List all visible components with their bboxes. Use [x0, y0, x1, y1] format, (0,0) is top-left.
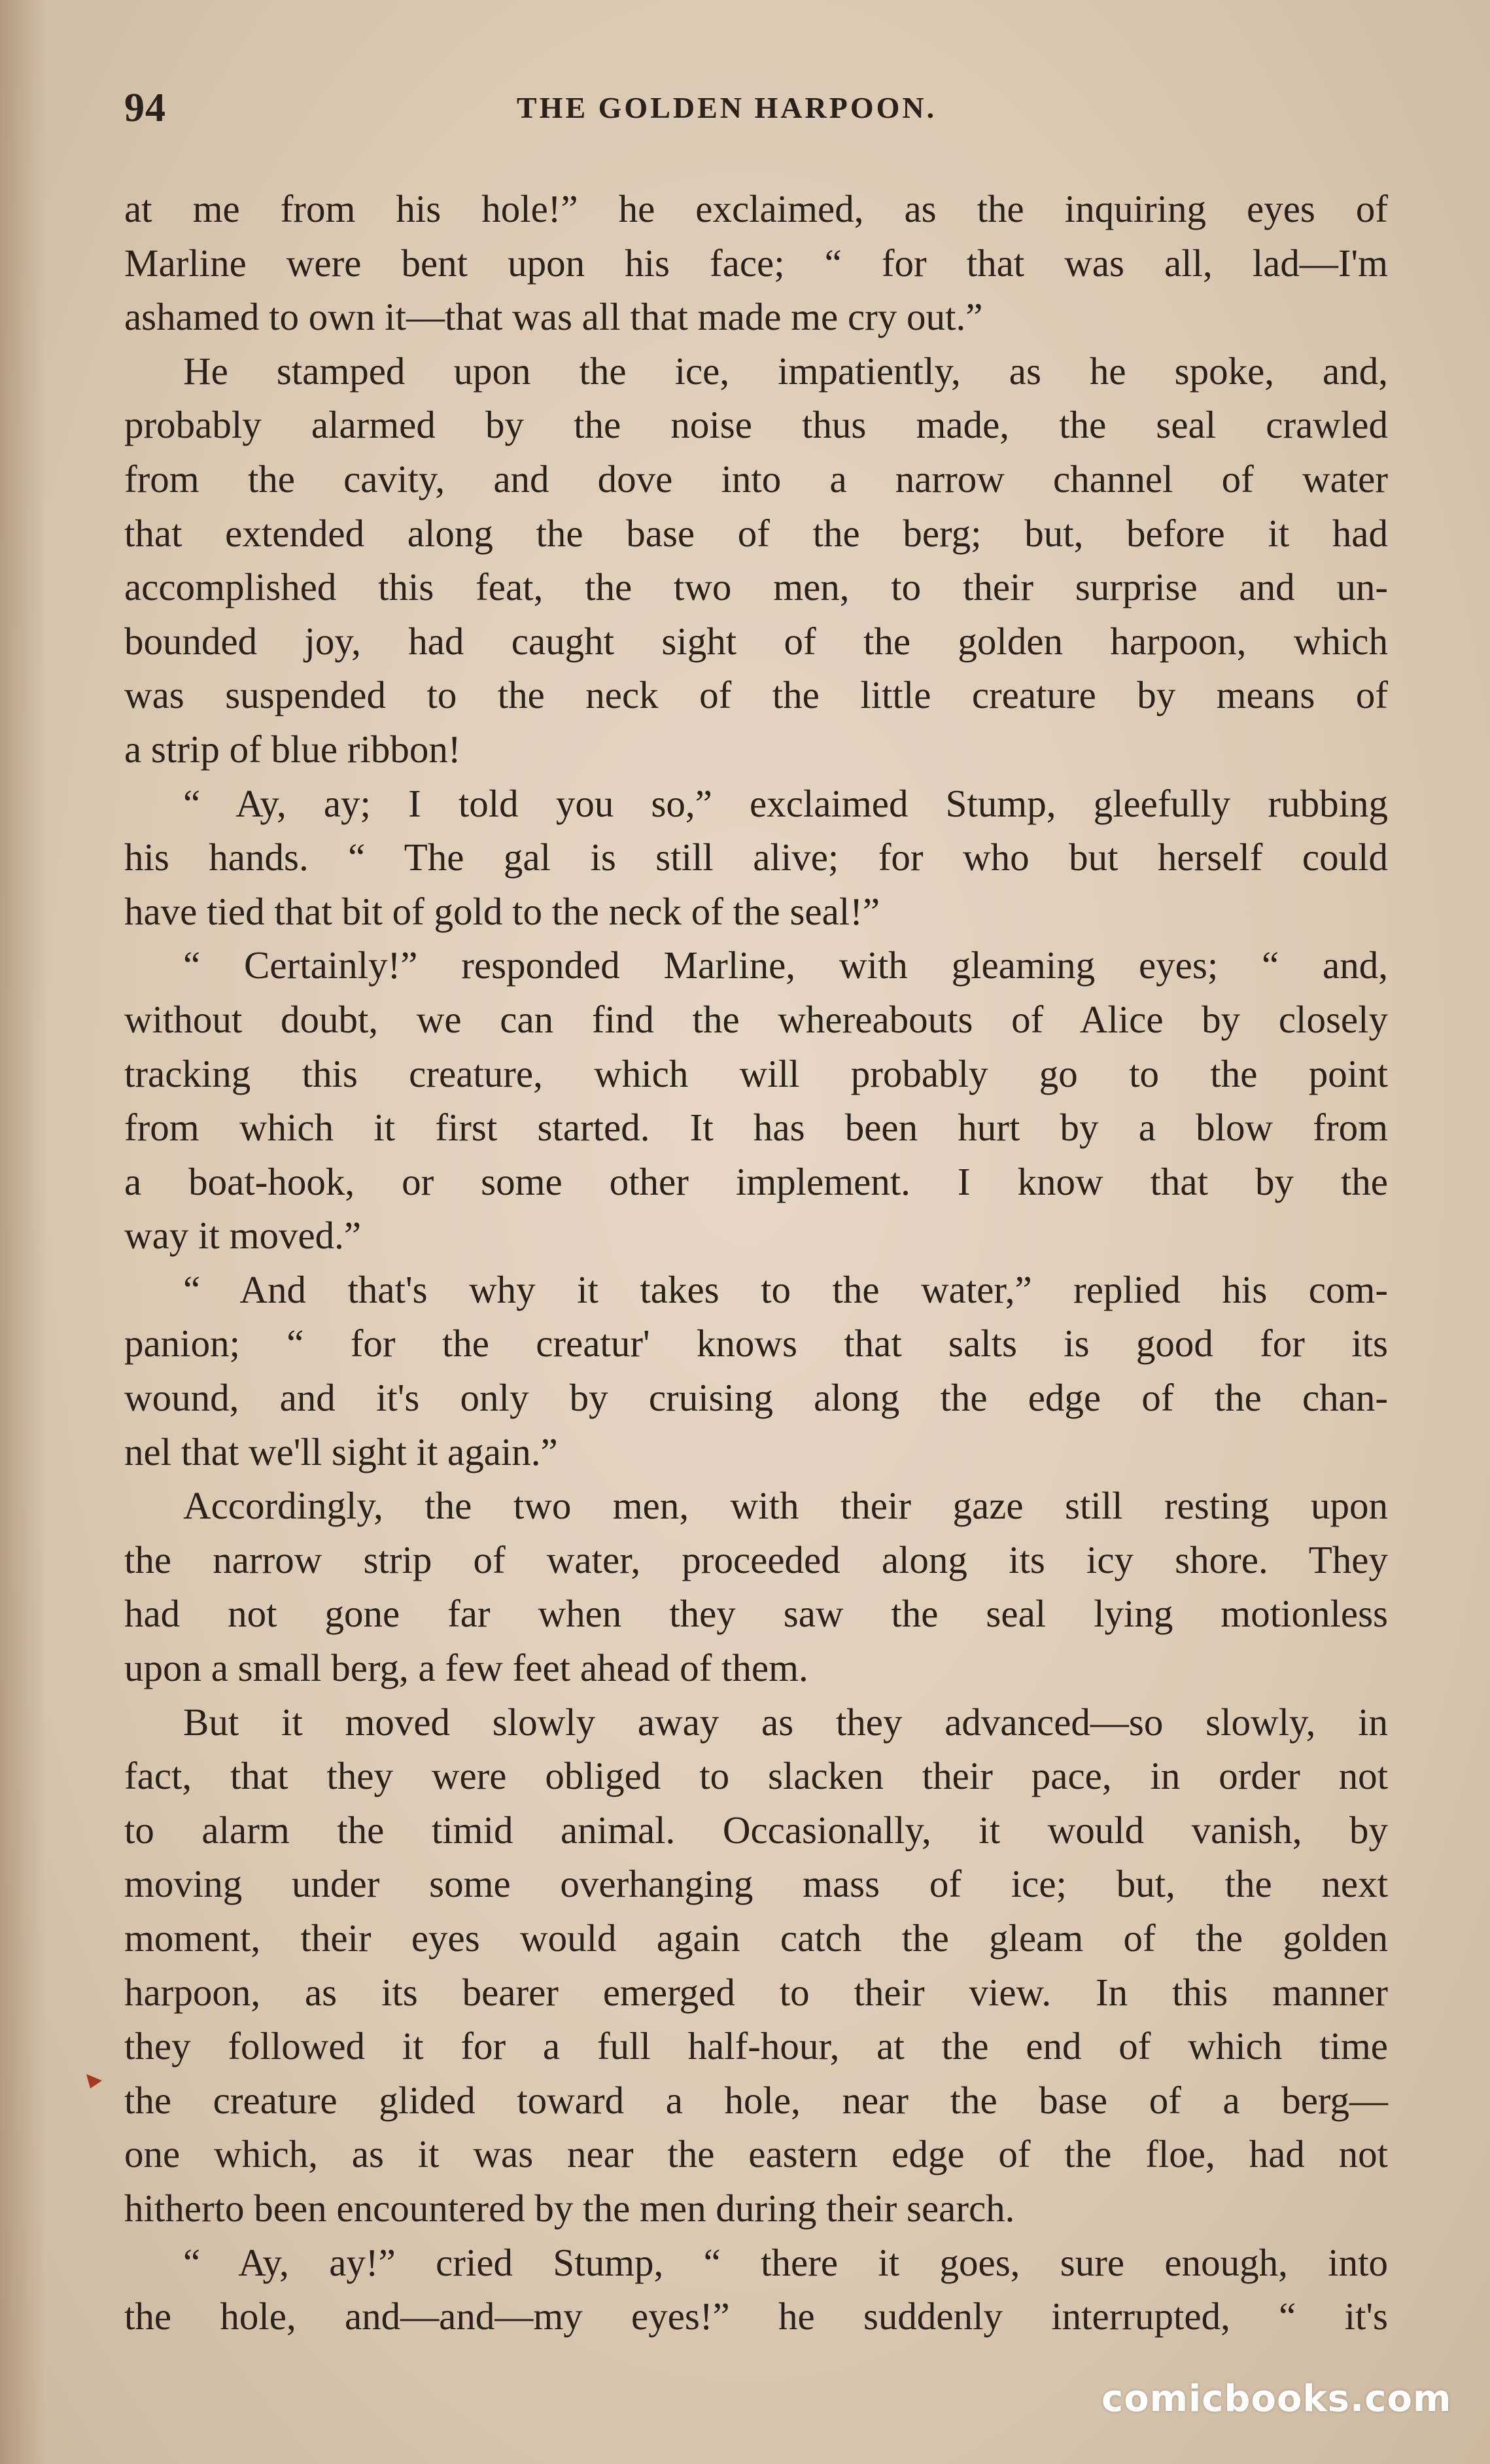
text-line: moving under some overhanging mass of ice; but, the next — [124, 1862, 1388, 1906]
text-line: probably alarmed by the noise thus made, the seal crawled — [124, 403, 1388, 447]
text-line: He stamped upon the ice, impatiently, as he spoke, and, — [183, 349, 1388, 393]
text-line: had not gone far when they saw the seal lying motionless — [124, 1592, 1388, 1636]
text-line: way it moved.” — [124, 1214, 362, 1258]
page-number: 94 — [124, 86, 166, 130]
text-line: Accordingly, the two men, with their gaze still resting upon — [183, 1484, 1388, 1528]
text-line: his hands. “ The gal is still alive; for who but herself could — [124, 836, 1388, 879]
text-line: have tied that bit of gold to the neck of the seal!” — [124, 889, 880, 933]
text-line: moment, their eyes would again catch the gleam of the golden — [124, 1916, 1388, 1960]
body-text — [124, 182, 1388, 2344]
page-edge-shadow — [0, 0, 46, 2464]
text-line: ashamed to own it—that was all that made me cry out.” — [124, 295, 983, 339]
text-line: hitherto been encountered by the men during their search. — [124, 2186, 1015, 2230]
text-line: a boat-hook, or some other implement. I know that by the — [124, 1159, 1388, 1203]
text-line: the creature glided toward a hole, near the base of a berg— — [124, 2078, 1388, 2122]
text-line: “ Certainly!” responded Marline, with gleaming eyes; “ and, — [183, 943, 1388, 987]
text-line: from the cavity, and dove into a narrow channel of water — [124, 457, 1388, 501]
text-line: at me from his hole!” he exclaimed, as the inquiring eyes of — [124, 187, 1388, 230]
text-line: they followed it for a full half-hour, at the end of which time — [124, 2024, 1388, 2068]
text-line: accomplished this feat, the two men, to their surprise and un- — [124, 565, 1388, 609]
text-line: fact, that they were obliged to slacken their pace, in order not — [124, 1754, 1388, 1798]
text-line: Marline were bent upon his face; “ for that was all, lad—I'm — [124, 241, 1388, 285]
text-line: tracking this creature, which will probably go to the point — [124, 1051, 1388, 1095]
text-line: wound, and it's only by cruising along the edge of the chan- — [124, 1376, 1388, 1420]
text-line: “ And that's why it takes to the water,” replied his com- — [183, 1267, 1388, 1311]
text-line: was suspended to the neck of the little creature by means of — [124, 673, 1388, 717]
text-line: the narrow strip of water, proceeded along its icy shore. They — [124, 1538, 1388, 1581]
running-title: THE GOLDEN HARPOON. — [517, 91, 937, 124]
text-line: that extended along the base of the berg; but, before it had — [124, 511, 1388, 555]
text-line: harpoon, as its bearer emerged to their view. In this manner — [124, 1970, 1388, 2014]
text-line: “ Ay, ay!” cried Stump, “ there it goes, sure enough, into — [183, 2240, 1388, 2284]
text-line: from which it first started. It has been hurt by a blow from — [124, 1106, 1388, 1150]
text-line: upon a small berg, a few feet ahead of them. — [124, 1646, 808, 1690]
text-line: nel that we'll sight it again.” — [124, 1430, 558, 1473]
text-line: a strip of blue ribbon! — [124, 727, 461, 771]
text-line: one which, as it was near the eastern edge of the floe, had not — [124, 2132, 1388, 2176]
text-line: without doubt, we can find the whereabouts of Alice by closely — [124, 997, 1388, 1041]
watermark: comicbooks.com — [1101, 2378, 1452, 2420]
text-line: bounded joy, had caught sight of the golden harpoon, which — [124, 619, 1388, 663]
text-line: the hole, and—and—my eyes!” he suddenly interrupted, “ it's — [124, 2295, 1388, 2338]
page-header — [124, 85, 1406, 137]
red-ink-mark-icon — [85, 2071, 105, 2091]
text-line: to alarm the timid animal. Occasionally, it would vanish, by — [124, 1808, 1388, 1852]
text-line: But it moved slowly away as they advanced—so slowly, in — [183, 1700, 1388, 1744]
text-line: panion; “ for the creatur' knows that salts is good for its — [124, 1322, 1388, 1365]
text-line: “ Ay, ay; I told you so,” exclaimed Stump, gleefully rubbing — [183, 781, 1388, 825]
